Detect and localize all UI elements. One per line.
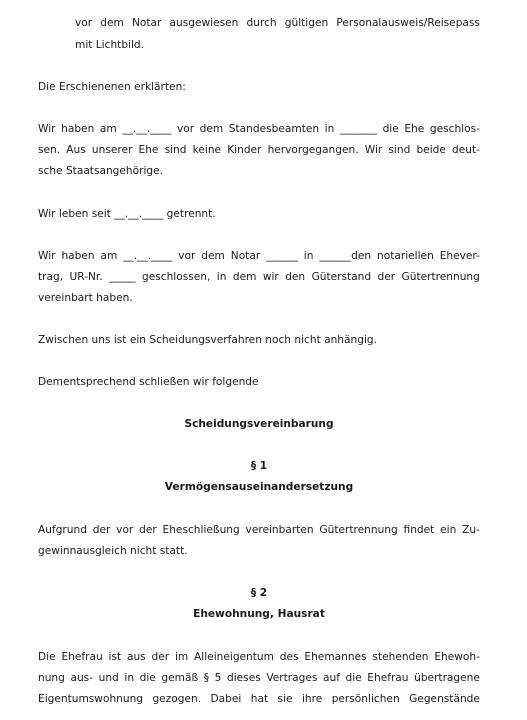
word: vor	[176, 123, 195, 135]
word: stehenden	[372, 651, 429, 663]
word: __.__.____	[122, 123, 172, 135]
word: Kinder	[227, 144, 262, 156]
word: Notar	[230, 250, 261, 262]
word: Personalausweis/Reisepass	[336, 17, 480, 29]
word: Gegenstände	[409, 693, 480, 705]
para1-line-3: sche Staatsangehörige.	[38, 165, 164, 177]
word: aus-	[70, 672, 94, 684]
para2-line: Wir leben seit __.__.____ getrennt.	[38, 208, 216, 220]
para3-line-2	[38, 270, 480, 284]
word: den	[285, 271, 306, 283]
word: sie	[277, 693, 293, 705]
word: ist	[108, 651, 122, 663]
word: der	[139, 524, 157, 536]
section1-text-line-1	[38, 523, 480, 537]
word: Gütertrennung	[401, 271, 480, 283]
word: Ehe	[404, 123, 425, 135]
word: übertragene	[414, 672, 480, 684]
word: in	[324, 123, 335, 135]
word: dem	[232, 271, 257, 283]
word: Güterstand	[311, 271, 372, 283]
word: Ehe	[138, 144, 159, 156]
word: vereinbarten	[245, 524, 314, 536]
word: der	[377, 271, 396, 283]
section1-text-line-2: gewinnausgleich nicht statt.	[38, 545, 188, 557]
word: Wir	[38, 250, 56, 262]
word: Aus	[66, 144, 86, 156]
word: der	[151, 651, 170, 663]
word: in	[124, 672, 135, 684]
word: haben	[61, 123, 95, 135]
word: Gütertrennung	[319, 524, 398, 536]
word: Die	[38, 651, 56, 663]
word: ein	[440, 524, 457, 536]
para3-line-1	[38, 249, 480, 263]
word: deut-	[452, 144, 480, 156]
para1-line-1	[38, 122, 480, 136]
word: ihre	[301, 693, 323, 705]
word: sind	[164, 144, 187, 156]
intro-line-1	[75, 16, 480, 30]
word: Standesbeamten	[228, 123, 320, 135]
word: beide	[416, 144, 446, 156]
word: __.__.____	[123, 250, 173, 262]
word: keine	[192, 144, 222, 156]
word: die	[382, 123, 399, 135]
word: _______	[339, 123, 377, 135]
para3-line-3: vereinbart haben.	[38, 292, 133, 304]
word: trag,	[38, 271, 64, 283]
word: Alleineigentum	[194, 651, 274, 663]
word: Zu-	[462, 524, 480, 536]
word: Eigentumswohnung	[38, 693, 144, 705]
word: wir	[262, 271, 279, 283]
section2-text-line-2	[38, 671, 480, 685]
heading-main: Scheidungsvereinbarung	[184, 418, 334, 430]
word: vor	[75, 17, 93, 29]
word: Notar	[131, 17, 162, 29]
word: gültigen	[284, 17, 329, 29]
word: hat	[250, 693, 269, 705]
word: durch	[246, 17, 277, 29]
word: nung	[38, 672, 65, 684]
word: Eheschließung	[162, 524, 240, 536]
para4-line: Zwischen uns ist ein Scheidungsverfahren noch nicht anhängig.	[38, 334, 377, 346]
word: dieses	[226, 672, 261, 684]
word: Aufgrund	[38, 524, 87, 536]
word: 5	[214, 672, 222, 684]
para1-line-2	[38, 143, 480, 157]
word: sen.	[38, 144, 61, 156]
word: _____	[109, 271, 136, 283]
word: in	[216, 271, 227, 283]
word: dem	[100, 17, 124, 29]
word: unserer	[91, 144, 133, 156]
word: dem	[199, 123, 224, 135]
section2-text-line-1	[38, 650, 480, 664]
word: im	[174, 651, 189, 663]
word: am	[100, 250, 118, 262]
word: geschlos-	[429, 123, 480, 135]
word: gezogen.	[152, 693, 202, 705]
word: geschlossen,	[141, 271, 211, 283]
section1-number: § 1	[250, 460, 268, 472]
word: Dabei	[210, 693, 242, 705]
word: Wir	[364, 144, 383, 156]
word: Ehefrau	[367, 672, 409, 684]
word: gemäß	[161, 672, 199, 684]
word: Ehemannes	[304, 651, 367, 663]
word: haben	[61, 250, 95, 262]
word: vor	[116, 524, 134, 536]
section1-title: Vermögensauseinandersetzung	[164, 481, 354, 493]
word: findet	[403, 524, 435, 536]
section2-text-line-3	[38, 692, 480, 706]
para5-line: Dementsprechend schließen wir folgende	[38, 376, 259, 388]
word: hervorgegangen.	[267, 144, 359, 156]
word: ausgewiesen	[169, 17, 239, 29]
word: notariellen	[377, 250, 434, 262]
word: Vertrages	[266, 672, 318, 684]
declared-line: Die Erschienenen erklärten:	[38, 81, 186, 93]
intro-line-2: mit Lichtbild.	[75, 39, 145, 51]
word: UR-Nr.	[69, 271, 103, 283]
section2-number: § 2	[250, 587, 268, 599]
word: die	[139, 672, 156, 684]
word: sind	[388, 144, 411, 156]
word: in	[303, 250, 314, 262]
word: vor	[178, 250, 196, 262]
word: die	[345, 672, 362, 684]
word: auf	[322, 672, 340, 684]
word: ______	[266, 250, 298, 262]
word: am	[99, 123, 117, 135]
word: dem	[201, 250, 225, 262]
word: und	[98, 672, 119, 684]
word: des	[279, 651, 299, 663]
word: Ehefrau	[61, 651, 103, 663]
word: persönlichen	[331, 693, 400, 705]
word: Wir	[38, 123, 56, 135]
word: aus	[126, 651, 146, 663]
word: ______den	[319, 250, 372, 262]
word: der	[92, 524, 111, 536]
word: §	[203, 672, 210, 684]
section2-title: Ehewohnung, Hausrat	[193, 608, 325, 620]
word: Ehever-	[439, 250, 480, 262]
word: Ehewoh-	[434, 651, 480, 663]
